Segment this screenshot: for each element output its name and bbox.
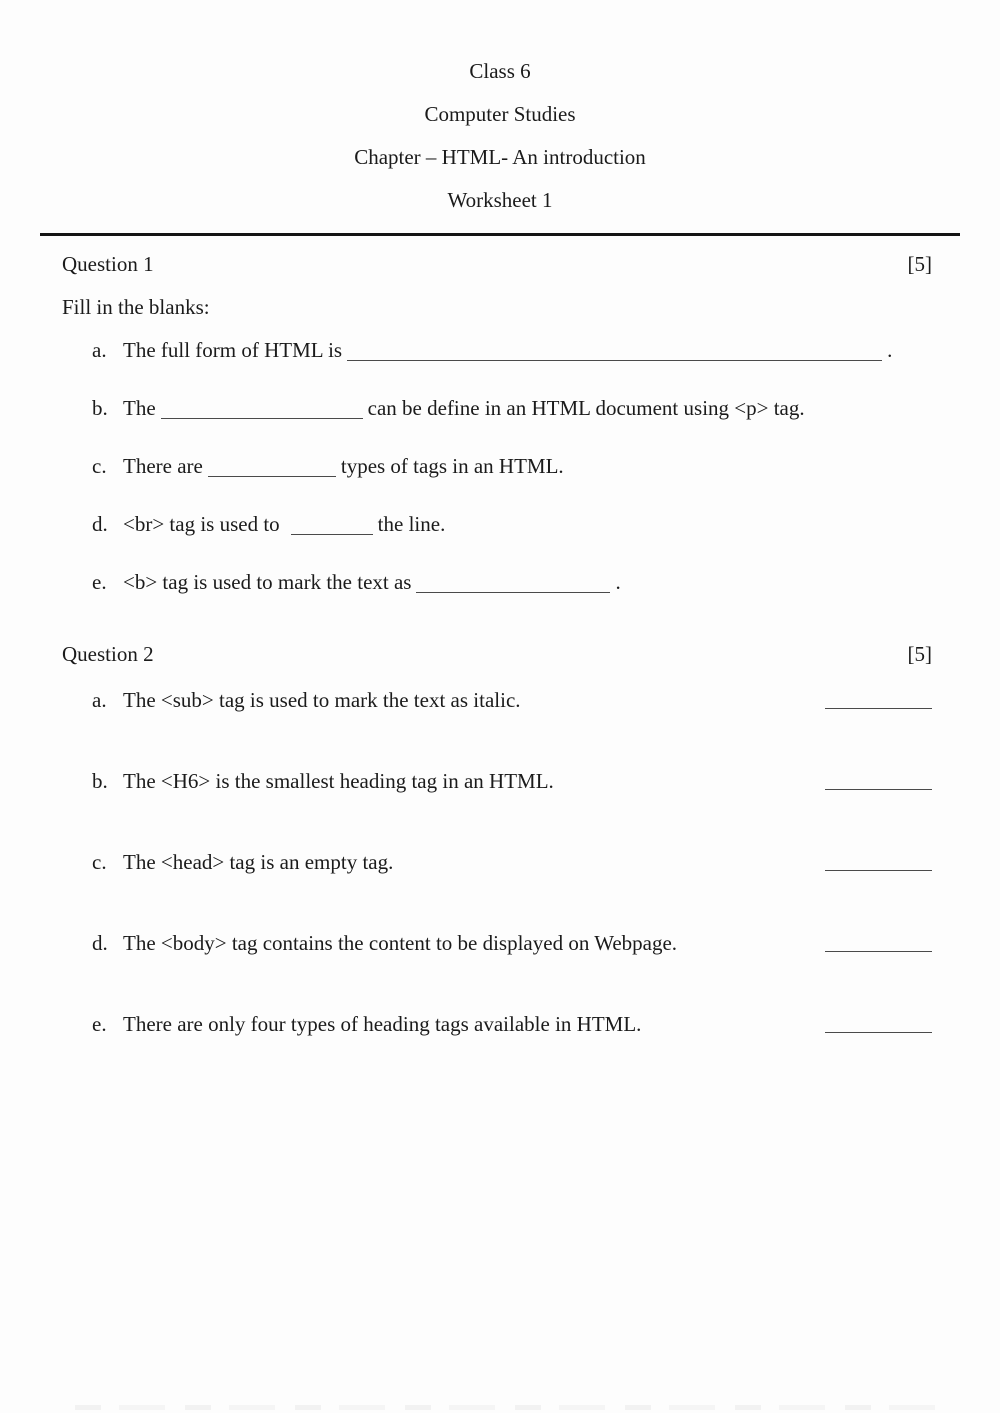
fill-in-blank[interactable] xyxy=(291,531,373,535)
fill-in-blank[interactable] xyxy=(208,473,336,477)
true-false-item-e xyxy=(62,1011,932,1036)
answer-blank[interactable] xyxy=(825,852,932,871)
chapter-title: Chapter – HTML- An introduction xyxy=(354,145,646,169)
true-false-item-b xyxy=(62,768,932,793)
fill-in-blank[interactable] xyxy=(416,589,610,593)
item-text-pre: The xyxy=(123,395,156,420)
fill-blank-item-d xyxy=(62,511,932,536)
fill-blank-item-e xyxy=(62,569,932,594)
question2-marks: [5] xyxy=(907,641,932,666)
item-marker: d. xyxy=(92,511,108,536)
item-text: There are only four types of heading tags available in HTML. xyxy=(123,1011,642,1036)
fill-blank-item-a xyxy=(62,337,932,362)
item-marker: c. xyxy=(92,849,107,874)
item-marker: b. xyxy=(92,768,108,793)
item-text-post: . xyxy=(887,337,893,362)
answer-blank[interactable] xyxy=(825,1014,932,1033)
item-text-post: types of tags in an HTML. xyxy=(340,453,564,478)
item-text-pre: <br> tag is used to xyxy=(123,511,280,536)
fill-in-blank[interactable] xyxy=(161,415,363,419)
answer-blank[interactable] xyxy=(825,690,932,709)
item-text-post: the line. xyxy=(377,511,446,536)
header-divider xyxy=(40,233,960,236)
true-false-item-a xyxy=(62,687,932,712)
worksheet-title: Worksheet 1 xyxy=(447,188,553,212)
fill-blank-item-c xyxy=(62,453,932,478)
question1-header xyxy=(62,251,932,276)
question2-title: Question 2 xyxy=(62,641,154,666)
item-text-post: can be define in an HTML document using <p> tag. xyxy=(367,395,805,420)
item-marker: a. xyxy=(92,687,107,712)
item-text-post: . xyxy=(615,569,621,594)
answer-blank[interactable] xyxy=(825,933,932,952)
item-text: The <sub> tag is used to mark the text as italic. xyxy=(123,687,521,712)
item-marker: d. xyxy=(92,930,108,955)
question2-header xyxy=(62,641,932,666)
worksheet-header xyxy=(0,0,1000,211)
subject-title: Computer Studies xyxy=(424,102,576,126)
question1-title: Question 1 xyxy=(62,251,154,276)
item-marker: e. xyxy=(92,1011,107,1036)
answer-blank[interactable] xyxy=(825,771,932,790)
fill-blank-item-b xyxy=(62,395,932,420)
true-false-item-c xyxy=(62,849,932,874)
cutoff-text-artifact xyxy=(75,1405,955,1410)
item-text-pre: <b> tag is used to mark the text as xyxy=(123,569,412,594)
item-marker: a. xyxy=(92,337,107,362)
true-false-item-d xyxy=(62,930,932,955)
item-marker: c. xyxy=(92,453,107,478)
item-text-pre: The full form of HTML is xyxy=(123,337,343,362)
item-marker: e. xyxy=(92,569,107,594)
item-text: The <H6> is the smallest heading tag in an HTML. xyxy=(123,768,554,793)
item-text: The <head> tag is an empty tag. xyxy=(123,849,394,874)
question1-marks: [5] xyxy=(907,251,932,276)
item-text: The <body> tag contains the content to be displayed on Webpage. xyxy=(123,930,678,955)
item-marker: b. xyxy=(92,395,108,420)
question1-instruction: Fill in the blanks: xyxy=(62,294,210,319)
item-text-pre: There are xyxy=(123,453,203,478)
worksheet-body xyxy=(0,251,1000,1036)
class-title: Class 6 xyxy=(469,59,531,83)
fill-in-blank[interactable] xyxy=(347,357,882,361)
